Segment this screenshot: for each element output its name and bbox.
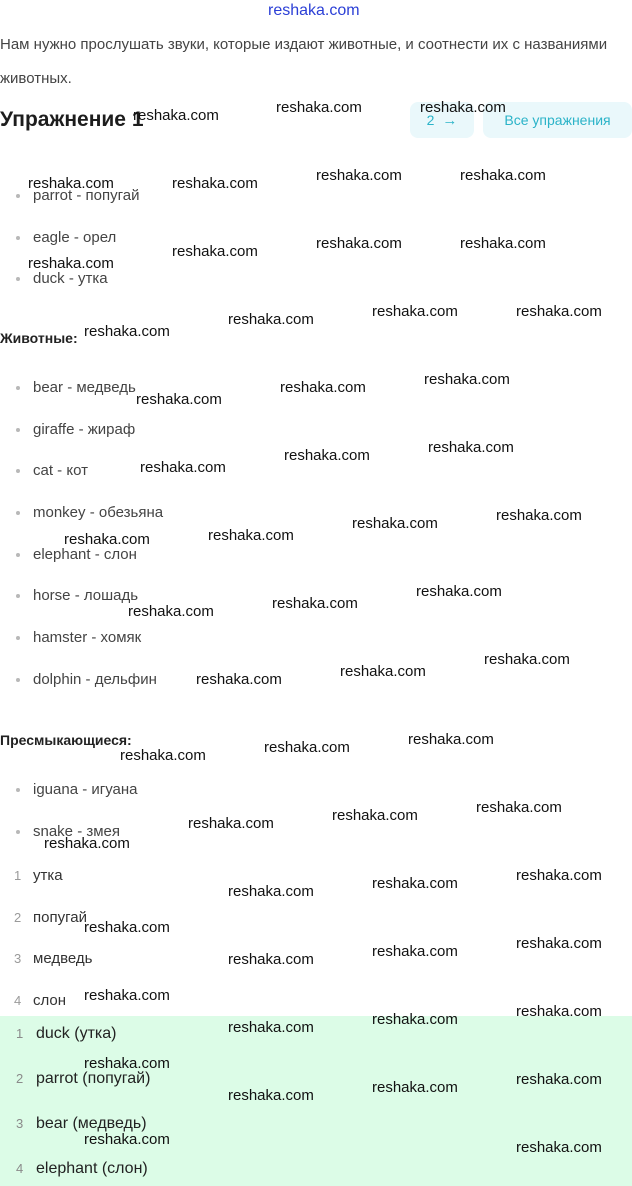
- watermark-text: reshaka.com: [340, 663, 426, 680]
- watermark-text: reshaka.com: [372, 1011, 458, 1028]
- list-item: duck - утка: [0, 269, 632, 311]
- next-exercise-label: 2: [426, 112, 435, 128]
- bullet-icon: [16, 277, 20, 281]
- list-item: 4 слон: [14, 992, 67, 1010]
- arrow-right-icon: →: [442, 112, 458, 129]
- question-list: [0, 866, 632, 1033]
- list-item: hamster - хомяк: [0, 628, 632, 670]
- bullet-icon: [16, 511, 20, 515]
- watermark-text: reshaka.com: [84, 919, 170, 936]
- watermark-text: reshaka.com: [484, 651, 570, 668]
- watermark-text: reshaka.com: [516, 1071, 602, 1088]
- intro-text: Нам нужно прослушать звуки, которые издают животные, и соотнести их с названиями животных.: [0, 36, 608, 87]
- watermark-text: reshaka.com: [416, 583, 502, 600]
- watermark-text: reshaka.com: [516, 935, 602, 952]
- reptiles-list: [0, 780, 632, 863]
- watermark-text: reshaka.com: [264, 739, 350, 756]
- list-item: cat - кот: [0, 461, 632, 503]
- bullet-icon: [16, 386, 20, 390]
- watermark-text: reshaka.com: [228, 311, 314, 328]
- watermark-text: reshaka.com: [84, 987, 170, 1004]
- bullet-icon: [16, 594, 20, 598]
- list-item: 1 утка: [14, 867, 63, 884]
- watermark-text: reshaka.com: [276, 99, 362, 116]
- watermark-text: reshaka.com: [332, 807, 418, 824]
- bullet-icon: [16, 469, 20, 473]
- watermark-text: reshaka.com: [28, 175, 114, 192]
- all-exercises-label: Все упражнения: [504, 112, 611, 128]
- bullet-icon: [16, 428, 20, 432]
- bullet-icon: [16, 636, 20, 640]
- exercise-title: Упражнение 1: [0, 108, 144, 131]
- watermark-text: reshaka.com: [516, 1139, 602, 1156]
- watermark-text: reshaka.com: [272, 595, 358, 612]
- watermark-text: reshaka.com: [228, 1087, 314, 1104]
- watermark-text: reshaka.com: [516, 303, 602, 320]
- watermark-text: reshaka.com: [188, 815, 274, 832]
- list-item: giraffe - жираф: [0, 420, 632, 462]
- list-item: 2 parrot (попугай): [16, 1070, 151, 1087]
- watermark-text: reshaka.com: [352, 515, 438, 532]
- watermark-text: reshaka.com: [228, 883, 314, 900]
- watermark-text: reshaka.com: [428, 439, 514, 456]
- watermark-text: reshaka.com: [460, 235, 546, 252]
- site-link[interactable]: reshaka.com: [268, 2, 360, 19]
- birds-list: [0, 186, 632, 311]
- answer-list: [0, 1024, 632, 1186]
- bullet-icon: [16, 678, 20, 682]
- watermark-text: reshaka.com: [284, 447, 370, 464]
- all-exercises-button[interactable]: [483, 102, 632, 138]
- list-item: snake - змея: [0, 822, 632, 864]
- watermark-text: reshaka.com: [140, 459, 226, 476]
- list-item: 4 elephant (слон): [16, 1160, 148, 1177]
- list-item: 2 попугай: [14, 908, 87, 926]
- watermark-text: reshaka.com: [136, 391, 222, 408]
- list-item: eagle - орел: [0, 228, 632, 270]
- watermark-text: reshaka.com: [316, 235, 402, 252]
- watermark-text: reshaka.com: [424, 371, 510, 388]
- watermark-text: reshaka.com: [372, 1079, 458, 1096]
- list-item: dolphin - дельфин: [0, 670, 632, 712]
- list-item: monkey - обезьяна: [0, 503, 632, 545]
- watermark-text: reshaka.com: [64, 531, 150, 548]
- watermark-text: reshaka.com: [128, 603, 214, 620]
- watermark-text: reshaka.com: [408, 731, 494, 748]
- watermark-text: reshaka.com: [208, 527, 294, 544]
- watermark-text: reshaka.com: [172, 175, 258, 192]
- watermark-text: reshaka.com: [228, 951, 314, 968]
- next-exercise-button[interactable]: [410, 102, 474, 138]
- bullet-icon: [16, 236, 20, 240]
- reptiles-heading: Пресмыкающиеся:: [0, 732, 132, 748]
- bullet-icon: [16, 553, 20, 557]
- list-item: elephant - слон: [0, 545, 632, 587]
- list-item: bear - медведь: [0, 378, 632, 420]
- watermark-text: reshaka.com: [44, 835, 130, 852]
- watermark-text: reshaka.com: [84, 1131, 170, 1148]
- animals-list: [0, 378, 632, 712]
- bullet-icon: [16, 788, 20, 792]
- bullet-icon: [16, 194, 20, 198]
- watermark-text: reshaka.com: [516, 867, 602, 884]
- watermark-text: reshaka.com: [172, 243, 258, 260]
- watermark-text: reshaka.com: [84, 1055, 170, 1072]
- animals-heading: Животные:: [0, 330, 78, 346]
- watermark-text: reshaka.com: [28, 255, 114, 272]
- list-item: iguana - игуана: [0, 780, 632, 822]
- watermark-text: reshaka.com: [196, 671, 282, 688]
- watermark-text: reshaka.com: [372, 875, 458, 892]
- watermark-text: reshaka.com: [420, 99, 506, 116]
- list-item: 1 duck (утка): [16, 1025, 117, 1042]
- watermark-text: reshaka.com: [460, 167, 546, 184]
- watermark-text: reshaka.com: [120, 747, 206, 764]
- watermark-text: reshaka.com: [372, 943, 458, 960]
- watermark-text: reshaka.com: [516, 1003, 602, 1020]
- watermark-text: reshaka.com: [84, 323, 170, 340]
- watermark-text: reshaka.com: [476, 799, 562, 816]
- list-item: parrot - попугай: [0, 186, 632, 228]
- list-item: horse - лошадь: [0, 586, 632, 628]
- watermark-text: reshaka.com: [372, 303, 458, 320]
- list-item: 3 bear (медведь): [16, 1115, 147, 1132]
- watermark-text: reshaka.com: [133, 107, 219, 124]
- watermark-text: reshaka.com: [228, 1019, 314, 1036]
- answer-block: [0, 1016, 632, 1186]
- watermark-text: reshaka.com: [280, 379, 366, 396]
- watermark-text: reshaka.com: [316, 167, 402, 184]
- bullet-icon: [16, 830, 20, 834]
- watermark-text: reshaka.com: [496, 507, 582, 524]
- list-item: 3 медведь: [14, 950, 93, 968]
